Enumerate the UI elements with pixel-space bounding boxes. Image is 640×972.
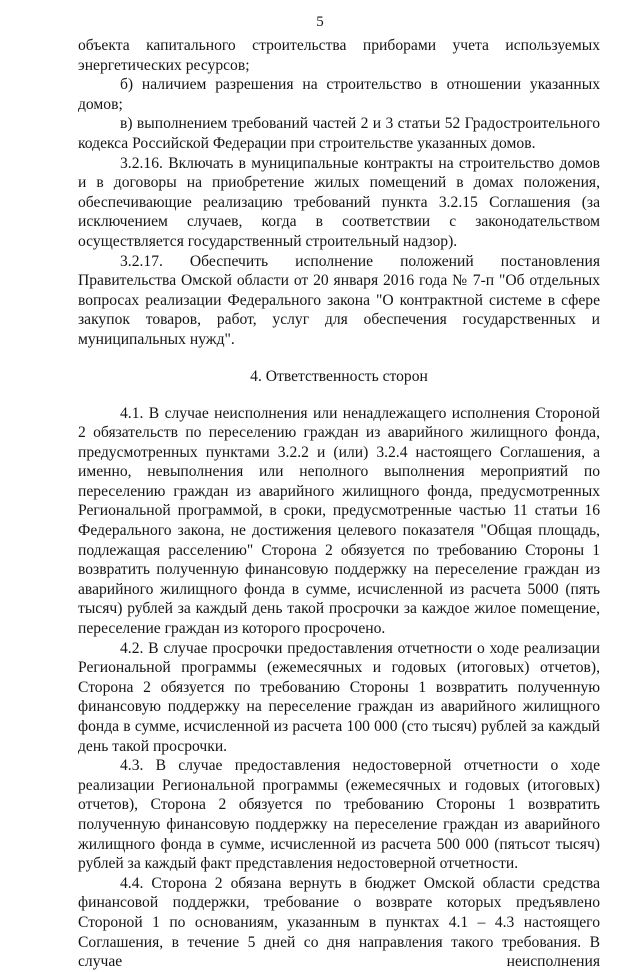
paragraph-continuation: объекта капитального строительства приборами учета используемых энергетических ресурсов; bbox=[78, 37, 600, 74]
page-number: 5 bbox=[316, 14, 324, 30]
paragraph-4-4: 4.4. Сторона 2 обязана вернуть в бюджет Омской области средства финансовой поддержки, требование о возврате которых предъявлено Стороной 1 по основаниям, указанным в пунктах 4.1 – 4.3 настоящего Соглашения, в течение 5 дней со дня направления такого требования. В случае неисполнения bbox=[78, 874, 600, 971]
paragraph-4-3: 4.3. В случае предоставления недостоверной отчетности о ходе реализации Региональной программы (ежемесячных и годовых (итоговых) отчетов), Сторона 2 обязуется по требованию Стороны 1 возвратить полученную финансовую поддержку на переселение граждан из аварийного жилищного фонда в сумме, исчисленной из расчета 500 000 (пятьсот тысяч) рублей за каждый факт представления недостоверной отчетности. bbox=[78, 757, 600, 873]
paragraph-4-2: 4.2. В случае просрочки предоставления отчетности о ходе реализации Региональной программы (ежемесячных и годовых (итоговых) отчетов), Сторона 2 обязуется по требованию Стороны 1 возвратить полученную финансовую поддержку на переселение граждан из аварийного жилищного фонда в сумме, исчисленной из расчета 100 000 (сто тысяч) рублей за каждый день такой просрочки. bbox=[78, 639, 600, 755]
paragraph-item-b: б) наличием разрешения на строительство в отношении указанных домов; bbox=[78, 76, 600, 113]
paragraph-3-2-16: 3.2.16. Включать в муниципальные контракты на строительство домов и в договоры на приобретение жилых помещений в домах положения, обеспечивающие реализацию требований пункта 3.2.15 Соглашения (за исключением случаев, когда в соответствии с законодательством осуществляется государственный строительный надзор). bbox=[78, 154, 600, 250]
document-body bbox=[78, 36, 600, 972]
paragraph-4-1: 4.1. В случае неисполнения или ненадлежащего исполнения Стороной 2 обязательств по переселению граждан из аварийного жилищного фонда, предусмотренных пунктами 3.2.2 и (или) 3.2.4 настоящего Соглашения, а именно, невыполнения или неполного выполнения мероприятий по переселению граждан из аварийного жилищного фонда, предусмотренных Региональной программой, в сроки, предусмотренные частью 11 статьи 16 Федерального закона, не достижения целевого показателя "Общая площадь, подлежащая расселению" Сторона 2 обязуется по требованию Стороны 1 возвратить полученную финансовую поддержку на переселение граждан из аварийного жилищного фонда в сумме, исчисленной из расчета 5000 (пять тысяч) рублей за каждый день такой просрочки за каждое жилое помещение, переселение граждан из которого просрочено. bbox=[78, 404, 600, 638]
paragraph-3-2-17: 3.2.17. Обеспечить исполнение положений постановления Правительства Омской области от 20 января 2016 года № 7-п "Об отдельных вопросах реализации Федерального закона "О контрактной системе в сфере закупок товаров, работ, услуг для обеспечения государственных и муниципальных нужд". bbox=[78, 252, 600, 348]
paragraph-item-v: в) выполнением требований частей 2 и 3 статьи 52 Градостроительного кодекса Российской Федерации при строительстве указанных домов. bbox=[78, 115, 600, 152]
section-heading: 4. Ответственность сторон bbox=[250, 367, 428, 385]
